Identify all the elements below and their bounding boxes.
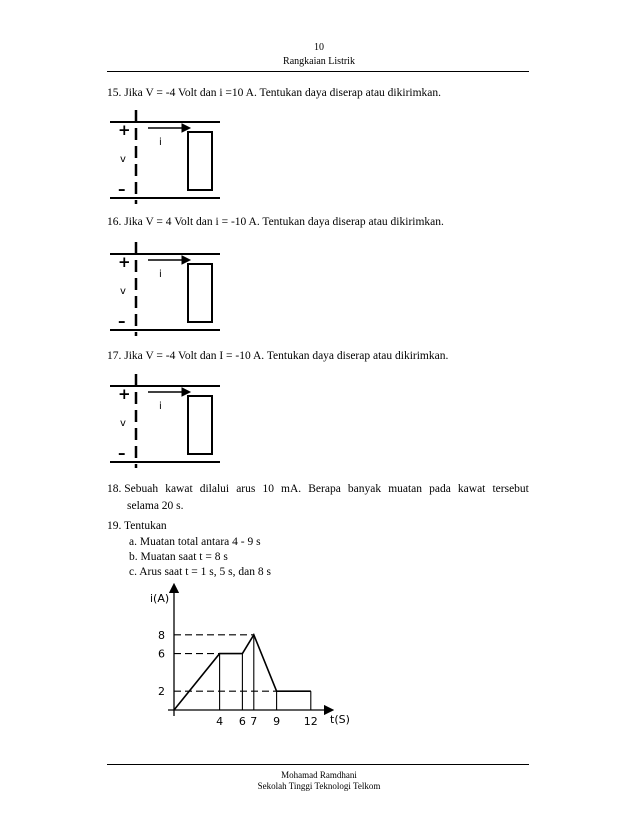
question-19-item-a: a. Muatan total antara 4 - 9 s xyxy=(129,536,261,548)
footer-divider xyxy=(107,764,529,765)
x-tick-label: 9 xyxy=(273,715,281,728)
x-tick-label: 12 xyxy=(303,715,318,728)
circuit-diagram-17 xyxy=(110,370,222,468)
voltage-label: v xyxy=(120,154,126,165)
page-header-title: Rangkaian Listrik xyxy=(283,56,355,67)
negative-terminal: – xyxy=(118,180,126,198)
question-19-item-b: b. Muatan saat t = 8 s xyxy=(129,551,228,563)
current-label: i xyxy=(159,269,162,280)
negative-terminal: – xyxy=(118,312,126,330)
x-axis-label: t(S) xyxy=(330,713,350,726)
circuit-diagram-16 xyxy=(110,238,222,336)
current-label: i xyxy=(159,137,162,148)
current-time-graph xyxy=(124,582,364,734)
question-18-line-2: selama 20 s. xyxy=(127,500,184,512)
question-17: 17. Jika V = -4 Volt dan I = -10 A. Tentukan daya diserap atau dikirimkan. xyxy=(107,350,449,362)
positive-terminal: + xyxy=(118,121,131,139)
x-tick-label: 7 xyxy=(250,715,258,728)
header-divider xyxy=(107,71,529,72)
y-tick-label: 2 xyxy=(158,685,165,699)
circuit-diagram-15 xyxy=(110,106,222,204)
negative-terminal: – xyxy=(118,444,126,462)
question-19: 19. Tentukan xyxy=(107,520,167,532)
positive-terminal: + xyxy=(118,385,131,403)
x-tick-label: 4 xyxy=(216,715,224,728)
question-18 xyxy=(107,481,529,515)
question-18-line-1: 18. Sebuah kawat dilalui arus 10 mA. Berapa banyak muatan pada kawat tersebut xyxy=(107,483,529,495)
current-label: i xyxy=(159,401,162,412)
footer-institution: Sekolah Tinggi Teknologi Telkom xyxy=(257,781,381,791)
voltage-label: v xyxy=(120,418,126,429)
footer-author: Mohamad Ramdhani xyxy=(281,770,357,780)
positive-terminal: + xyxy=(118,253,131,271)
voltage-label: v xyxy=(120,286,126,297)
question-16: 16. Jika V = 4 Volt dan i = -10 A. Tentukan daya diserap atau dikirimkan. xyxy=(107,216,444,228)
page-number: 10 xyxy=(314,42,324,53)
y-axis-label: i(A) xyxy=(150,592,170,605)
y-tick-label: 6 xyxy=(158,647,165,661)
question-19-item-c: c. Arus saat t = 1 s, 5 s, dan 8 s xyxy=(129,566,271,578)
question-15: 15. Jika V = -4 Volt dan i =10 A. Tentukan daya diserap atau dikirimkan. xyxy=(107,87,442,99)
x-tick-label: 6 xyxy=(238,715,246,728)
y-tick-label: 8 xyxy=(158,628,165,642)
